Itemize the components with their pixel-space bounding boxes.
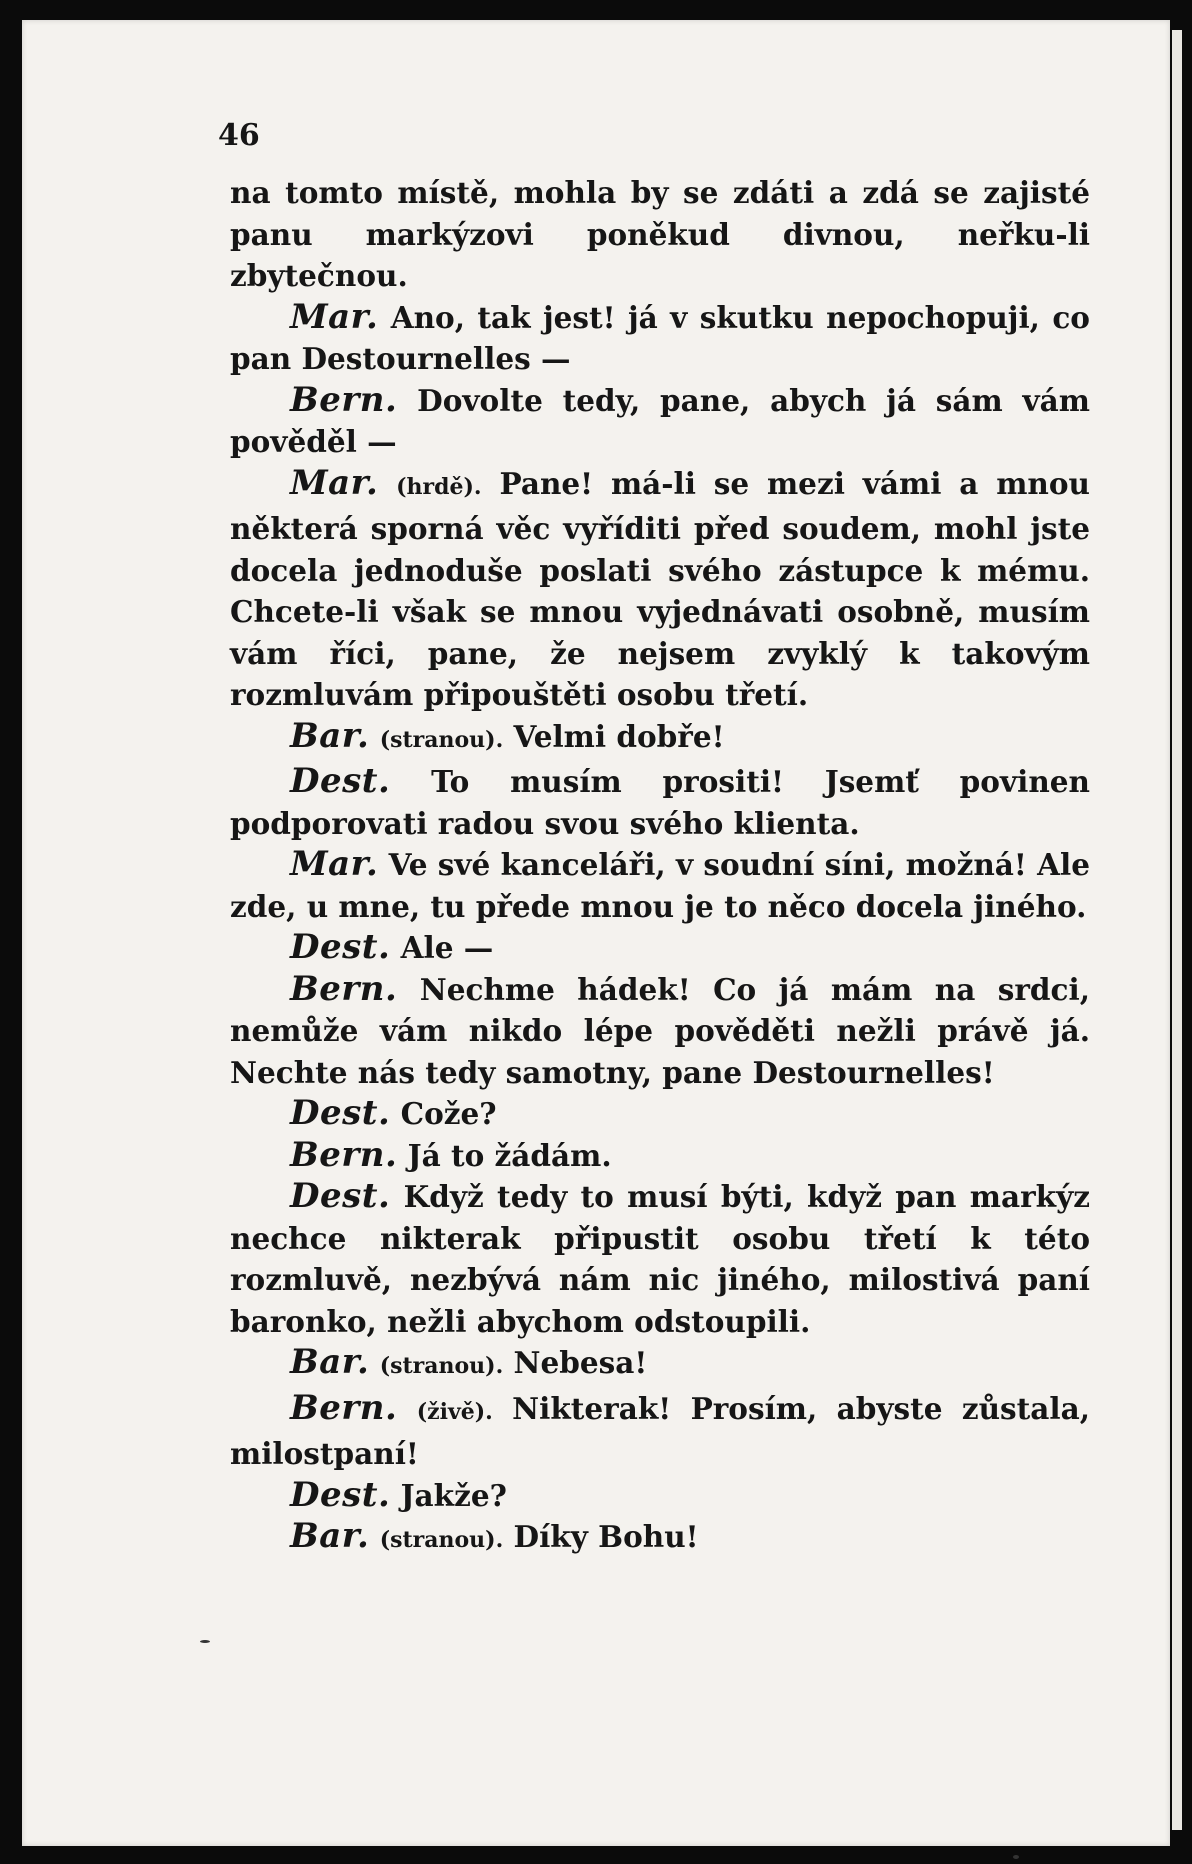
dialogue-text: Pane! má-li se mezi vámi a mnou některá sporná věc vyříditi před soudem, mohl jste docela jednoduše poslati svého zástupce k mému. Chcete-li však se mnou vyjednávati osobně, musím vám říci, pane, že nejsem zvyklý k takovým rozmluvám připouštěti osobu třetí. xyxy=(230,465,1090,712)
dialogue-text: Nebesa! xyxy=(513,1345,648,1380)
dialogue-text: Ano, tak jest! já v skutku nepochopuji, co pan Destournelles — xyxy=(230,299,1090,376)
dialogue-paragraph xyxy=(230,1135,1090,1177)
dialogue-text: Velmi dobře! xyxy=(513,718,725,754)
speaker-name: Dest. xyxy=(290,761,391,801)
dialogue-paragraph xyxy=(230,844,1090,927)
dialogue-paragraph xyxy=(230,761,1090,844)
dialogue-paragraph xyxy=(230,927,1090,969)
dialogue-paragraph xyxy=(230,716,1090,762)
dialogue-text: To musím prositi! Jsemť povinen podporovati radou svou svého klienta. xyxy=(230,764,1090,841)
speaker-name: Bern. xyxy=(290,1134,398,1175)
speaker-name: Bar. xyxy=(290,1342,370,1382)
dialogue-paragraph xyxy=(230,380,1090,463)
dialogue-paragraph xyxy=(230,1516,1090,1562)
dialogue-text: Dovolte tedy, pane, abych já sám vám pověděl — xyxy=(230,382,1090,459)
speaker-name: Dest. xyxy=(290,1176,391,1216)
dialogue-text: Nikterak! Prosím, abyste zůstala, milostpaní! xyxy=(230,1390,1090,1471)
speaker-name: Bar. xyxy=(290,715,370,756)
speaker-name: Bern. xyxy=(290,968,398,1009)
speaker-name: Dest. xyxy=(290,1474,391,1515)
dialogue-paragraph xyxy=(230,1176,1090,1342)
dialogue-text: Když tedy to musí býti, když pan markýz nechce nikterak připustit osobu třetí k této rozmluvě, nezbývá nám nic jiného, milostivá paní baronko, nežli abychom odstoupili. xyxy=(230,1179,1090,1339)
dialogue-text: Cože? xyxy=(400,1096,497,1131)
dialogue-paragraph xyxy=(230,172,1090,297)
dialogue-text: Já to žádám. xyxy=(407,1137,612,1173)
speaker-name: Mar. xyxy=(290,844,379,884)
speaker-name: Bern. xyxy=(290,1387,398,1428)
page-text xyxy=(230,172,1090,1562)
dialogue-text: Nechme hádek! Co já mám na srdci, nemůže vám nikdo lépe pověděti nežli právě já. Nechte nás tedy samotny, pane Destournelles! xyxy=(230,971,1090,1090)
stage-direction: (stranou). xyxy=(379,1353,504,1379)
stage-direction: (stranou). xyxy=(379,1527,504,1553)
speaker-name: Mar. xyxy=(290,296,379,337)
print-speck xyxy=(200,1640,210,1643)
dialogue-paragraph xyxy=(230,1475,1090,1517)
dialogue-paragraph xyxy=(230,463,1090,716)
speaker-name: Bern. xyxy=(290,379,398,420)
dialogue-paragraph xyxy=(230,297,1090,380)
speaker-name: Dest. xyxy=(290,1093,391,1133)
page-number: 46 xyxy=(218,118,260,153)
dialogue-text: Díky Bohu! xyxy=(513,1519,699,1554)
dialogue-text: Ve své kanceláři, v soudní síni, možná! Ale zde, u mne, tu přede mnou je to něco docela jiného. xyxy=(230,847,1090,924)
speaker-name: Mar. xyxy=(290,462,379,503)
speaker-name: Dest. xyxy=(290,927,391,967)
stage-direction: (živě). xyxy=(416,1398,493,1425)
next-page-edge xyxy=(1172,30,1182,1830)
dialogue-text: Jakže? xyxy=(400,1477,507,1513)
stage-direction: (hrdě). xyxy=(396,473,482,500)
dialogue-paragraph xyxy=(230,969,1090,1094)
dialogue-paragraph xyxy=(230,1388,1090,1475)
stage-direction: (stranou). xyxy=(379,726,504,753)
speaker-name: Bar. xyxy=(290,1516,370,1556)
dialogue-paragraph xyxy=(230,1342,1090,1388)
print-speck xyxy=(1013,1855,1019,1859)
dialogue-text: Ale — xyxy=(400,930,494,965)
dialogue-paragraph xyxy=(230,1093,1090,1135)
dialogue-text: na tomto místě, mohla by se zdáti a zdá se zajisté panu markýzovi poněkud divnou, neřku-li zbytečnou. xyxy=(230,175,1090,293)
